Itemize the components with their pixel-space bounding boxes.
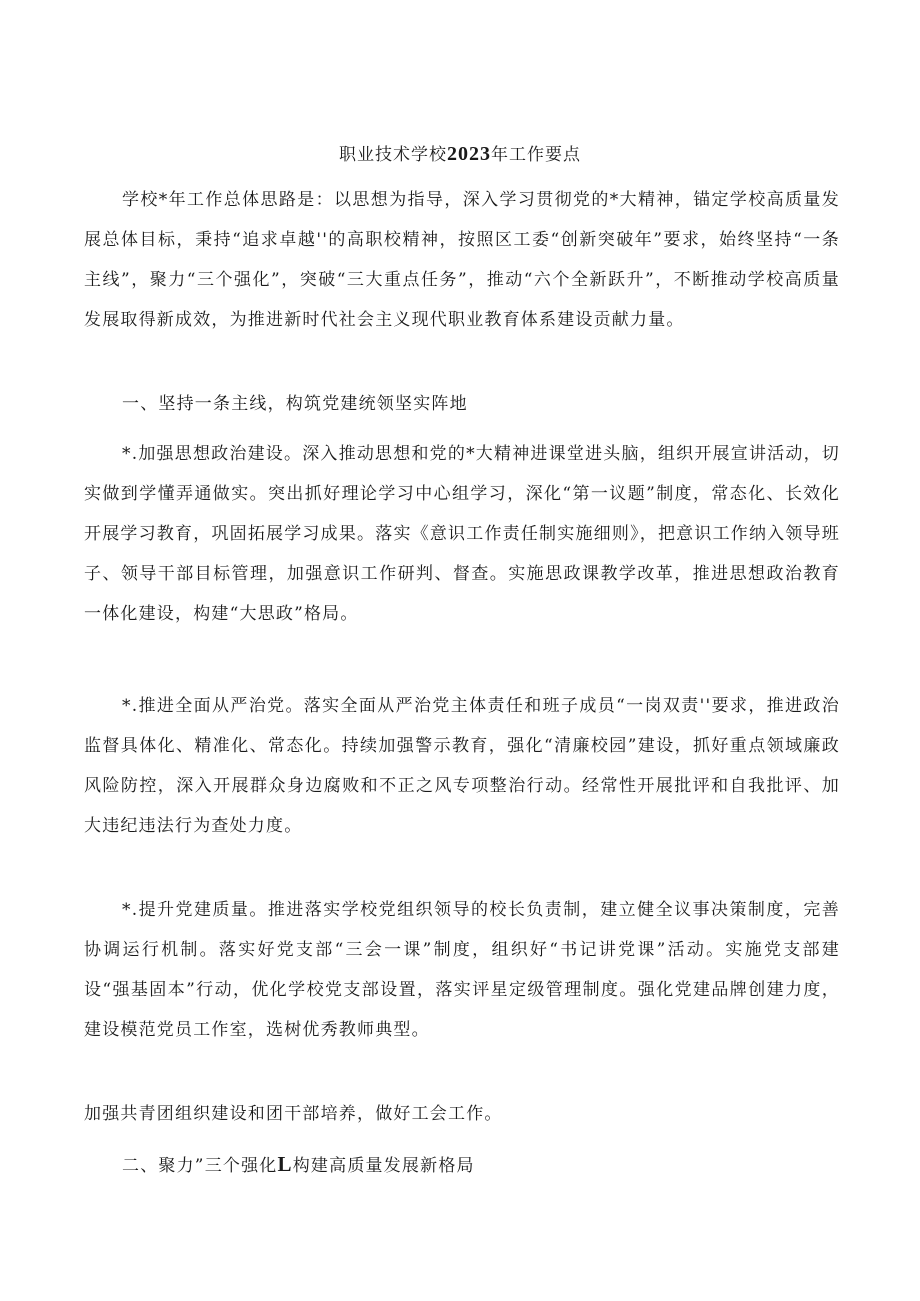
section-2-mark: L xyxy=(277,1152,293,1176)
title-suffix: 年工作要点 xyxy=(491,145,581,165)
title-year: 2023 xyxy=(447,143,491,165)
section-2-heading xyxy=(122,1144,475,1186)
item-2-paragraph: *.推进全面从严治党。落实全面从严治党主体责任和班子成员“一岗双责''要求，推进政治监督具体化、精准化、常态化。持续加强警示教育，强化“清廉校园”建设，抓好重点领域廉政风险防控，深入开展群众身边腐败和不正之风专项整治行动。经常性开展批评和自我批评、加大违纪违法行为查处力度。 xyxy=(84,696,840,836)
item-1-paragraph: *.加强思想政治建设。深入推动思想和党的*大精神进课堂进头脑，组织开展宣讲活动，切实做到学懂弄通做实。突出抓好理论学习中心组学习，深化“第一议题”制度，常态化、长效化开展学习教育，巩固拓展学习成果。落实《意识工作责任制实施细则》，把意识工作纳入领导班子、领导干部目标管理，加强意识工作研判、督查。实施思政课教学改革，推进思想政治教育一体化建设，构建“大思政”格局。 xyxy=(84,444,840,624)
section-2-suffix: 构建高质量发展新格局 xyxy=(292,1156,475,1176)
section-1-heading: 一、坚持一条主线，构筑党建统领坚实阵地 xyxy=(122,394,468,414)
document-title xyxy=(0,140,920,166)
intro-paragraph: 学校*年工作总体思路是：以思想为指导，深入学习贯彻党的*大精神，锚定学校高质量发展总体目标，秉持“追求卓越''的高职校精神，按照区工委“创新突破年”要求，始终坚持“一条主线”，聚力“三个强化”，突破“三大重点任务”，推动“六个全新跃升”，不断推动学校高质量发展取得新成效，为推进新时代社会主义现代职业教育体系建设贡献力量。 xyxy=(84,190,840,330)
item-3-continuation: 加强共青团组织建设和团干部培养，做好工会工作。 xyxy=(84,1104,503,1124)
item-3-paragraph: *.提升党建质量。推进落实学校党组织领导的校长负责制，建立健全议事决策制度，完善协调运行机制。落实好党支部“三会一课”制度，组织好“书记讲党课”活动。实施党支部建设“强基固本”行动，优化学校党支部设置，落实评星定级管理制度。强化党建品牌创建力度，建设模范党员工作室，选树优秀教师典型。 xyxy=(84,900,840,1040)
title-prefix: 职业技术学校 xyxy=(339,145,447,165)
section-2-prefix: 二、聚力”三个强化 xyxy=(122,1156,278,1176)
